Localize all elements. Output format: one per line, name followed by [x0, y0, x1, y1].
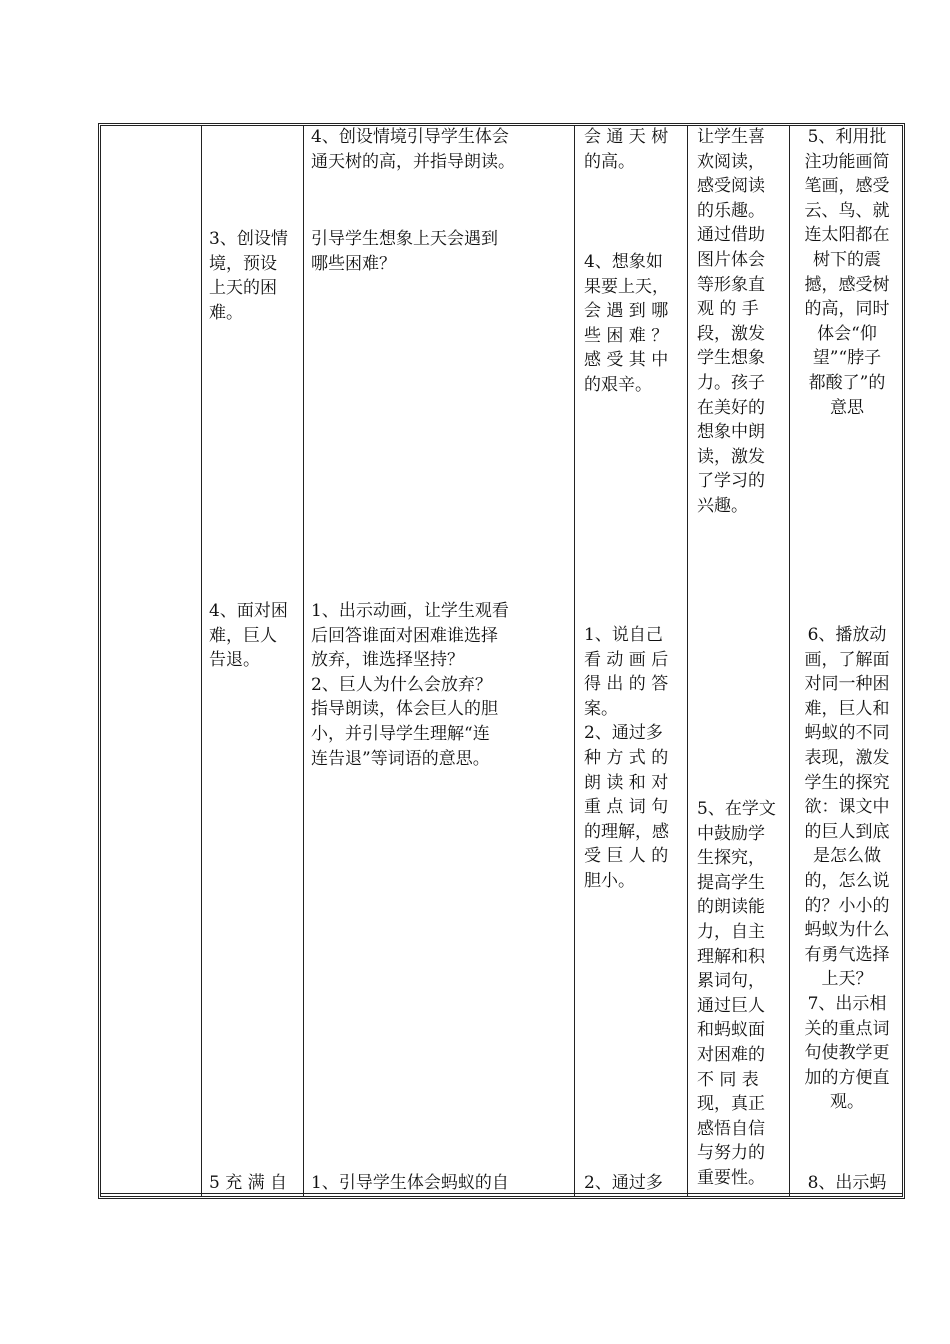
lesson-plan-table	[100, 125, 903, 1197]
media-note-2: 6、播放动 画，了解面 对同一种困 难，巨人和 蚂蚁的不同 表现，激发 学生的探究 欲：课文中 的巨人到底 是怎么做 的，怎么说 的？小小的 蚂蚁为什么 有勇气选择 上天？ 7、出示相 关的重点词 句使教学更 加的方便直 观。	[804, 625, 890, 1113]
student-activity-4: 2、通过多	[584, 1173, 663, 1193]
column-divider	[687, 125, 688, 1197]
student-activity-3: 1、说自己 看 动 画 后 得 出 的 答 案。 2、通过多 种 方 式 的 朗 读 和 对 重 点 词 句 的理解，感 受 巨 人 的 胆小。	[584, 625, 669, 891]
teacher-activity-2: 引导学生想象上天会遇到 哪些困难？	[311, 229, 498, 274]
step-4-title: 4、面对困 难，巨人 告退。	[209, 601, 288, 671]
column-divider	[201, 125, 202, 1197]
design-intent-1: 让学生喜 欢阅读， 感受阅读 的乐趣。 通过借助 图片体会 等形象直 观 的 手 段，激发 学生想象 力。孩子 在美好的 想象中朗 读，激发 了学习的 兴趣。	[697, 127, 765, 516]
media-note-1: 5、利用批 注功能画简 笔画，感受 云、鸟、就 连太阳都在 树下的震 撼，感受树 的高，同时 体会“仰 望”“脖子 都酸了”的 意思	[804, 127, 890, 418]
teacher-activity-1: 4、创设情境引导学生体会 通天树的高，并指导朗读。	[311, 127, 515, 172]
teacher-activity-3: 1、出示动画，让学生观看 后回答谁面对困难谁选择 放弃，谁选择坚持？ 2、巨人为什么会放弃？ 指导朗读，体会巨人的胆 小，并引导学生理解“连 连告退”等词语的意思。	[311, 601, 509, 769]
media-note-3: 8、出示蚂	[807, 1173, 887, 1193]
student-activity-2: 4、想象如 果要上天， 会 遇 到 哪 些 困 难 ？ 感 受 其 中 的艰辛。	[584, 252, 669, 395]
teacher-activity-4: 1、引导学生体会蚂蚁的自	[311, 1173, 509, 1193]
step-3-title: 3、创设情 境，预设 上天的困 难。	[209, 229, 288, 323]
column-divider	[789, 125, 790, 1197]
design-intent-2: 5、在学文 中鼓励学 生探究， 提高学生 的朗读能 力，自主 理解和积 累词句， 通过巨人 和蚂蚁面 对困难的 不 同 表 现，真正 感悟自信 与努力的 重要性。	[697, 799, 776, 1188]
student-activity-1: 会 通 天 树 的高。	[584, 127, 669, 172]
column-divider	[574, 125, 575, 1197]
column-divider	[303, 125, 304, 1197]
step-5-title: 5 充 满 自	[209, 1173, 288, 1193]
